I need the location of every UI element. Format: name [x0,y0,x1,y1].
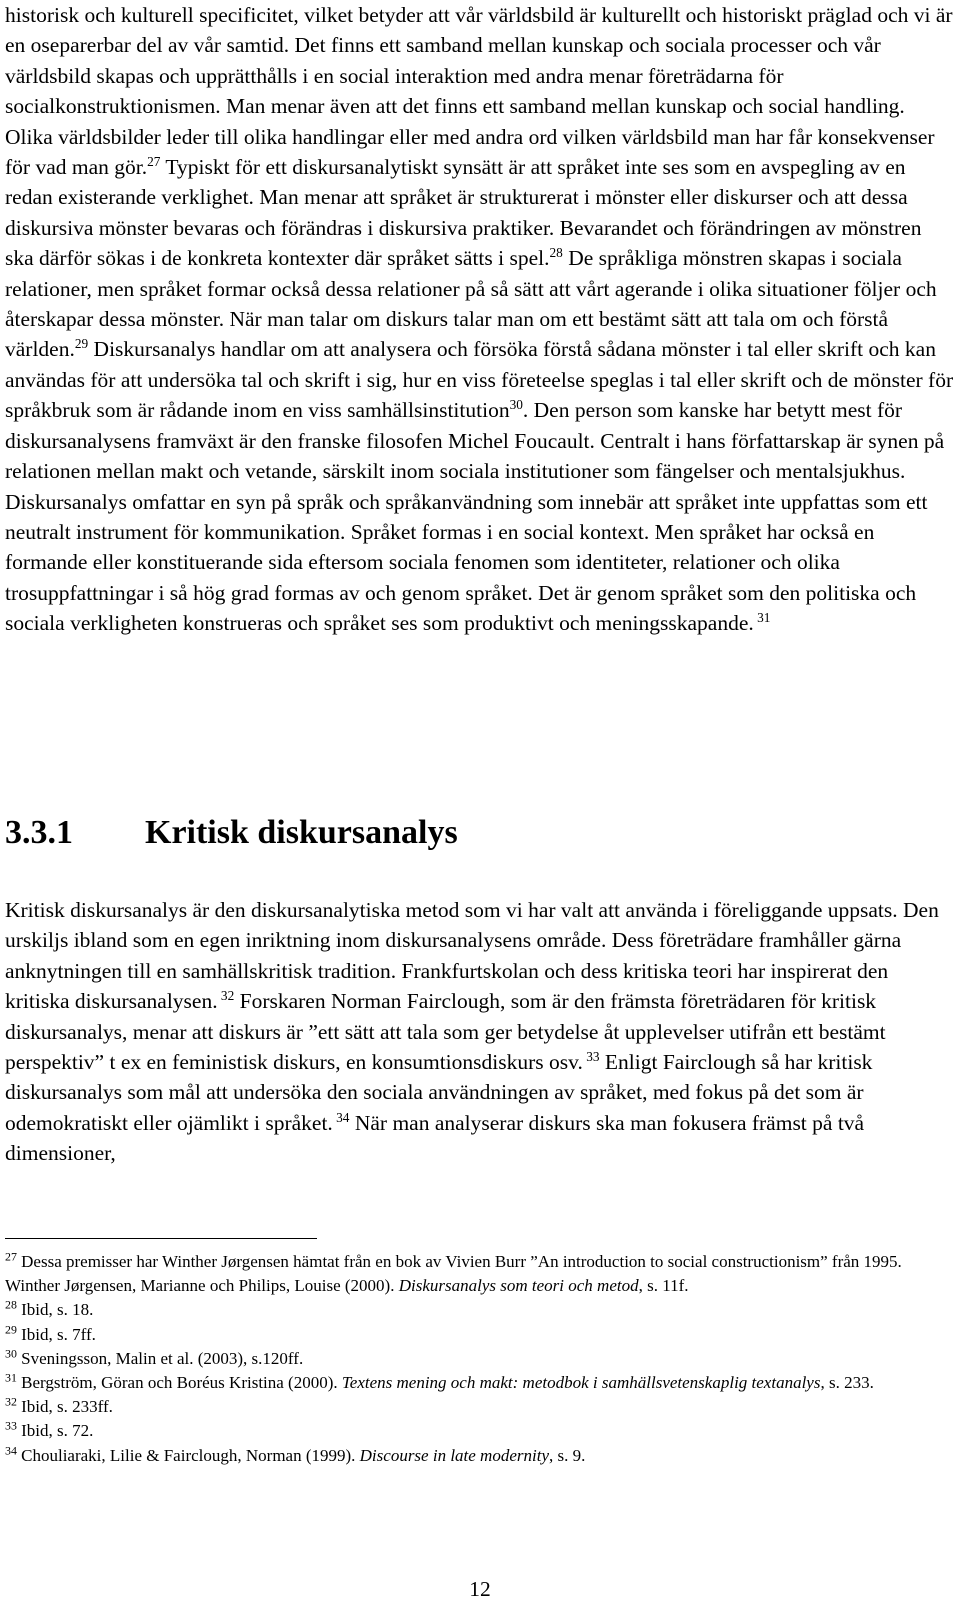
footnote-reference[interactable]: 30 [509,397,523,413]
section-title: Kritisk diskursanalys [145,814,458,851]
footnote-text: , s. 233. [820,1373,874,1393]
footnote-separator [5,1238,317,1239]
footnote-reference[interactable]: 32 [217,988,235,1004]
footnote-reference[interactable]: 31 [753,609,771,625]
footnote-reference[interactable]: 33 [582,1048,600,1064]
section-number: 3.3.1 [5,814,73,851]
footnote-text: , s. 11f. [638,1276,689,1296]
footnote-text: Ibid, s. 18. [16,1300,94,1320]
paragraph-text: Enligt Fairclough så har kritisk diskursanalys som mål att undersöka den sociala användningen av språket, med fokus på det som är odemokratiskt eller ojämlikt i språket. [5,1050,873,1135]
section-heading [5,811,458,855]
footnote-number: 33 [5,1418,17,1433]
paragraph-text: När man analyserar diskurs ska man fokusera främst på två dimensioner, [5,1110,865,1166]
footnote-number: 34 [5,1442,17,1457]
footnotes-section [5,1250,955,1468]
footnote-number: 27 [5,1249,17,1264]
footnote-text: Chouliaraki, Lilie & Fairclough, Norman (1999). [16,1445,360,1465]
footnote [5,1371,955,1395]
footnote [5,1323,955,1347]
footnote-text: , s. 9. [549,1445,586,1465]
footnote [5,1298,955,1322]
body-paragraph [5,895,955,1169]
footnote-reference[interactable]: 29 [74,336,89,352]
footnote-reference[interactable]: 28 [549,245,563,261]
footnote-text: Bergström, Göran och Boréus Kristina (2000). [16,1373,342,1393]
footnote [5,1250,955,1298]
footnote-number: 30 [5,1346,17,1361]
footnote-number: 31 [5,1370,17,1385]
paragraph-text: . Den person som kanske har betytt mest för diskursanalysens framväxt är den franske filosofen Michel Foucault. Centralt i hans författarskap är synen på relationen mellan makt och vetande, särskilt inom sociala institutioner som fängelser och mentalsjukhus. Diskursanalys omfattar en syn på språk och språkanvändning som innebär att språket inte uppfattas som ett neutralt instrument för kommunikation. Språket formas i en social kontext. Men språket har också en formande eller konstituerande sida eftersom sociala fenomen som identiteter, relationer och olika trosuppfattningar i så hög grad formas av och genom språket. Det är genom språket som den politiska och sociala verkligheten konstrueras och språket ses som produktivt och meningsskapande. [5,398,945,636]
footnote-title: Textens mening och makt: metodbok i samhällsvetenskaplig textanalys [341,1373,821,1393]
footnote-reference[interactable]: 27 [147,153,161,169]
footnote-number: 28 [5,1297,17,1312]
footnote-title: Discourse in late modernity [359,1445,549,1465]
paragraph-text: historisk och kulturell specificitet, vilket betyder att vår världsbild är kulturellt och historiskt präglad och vi är en oseparerbar del av vår samtid. Det finns ett samband mellan kunskap och sociala processer och vår världsbild skapas och upprätthålls i en social interaktion med andra menar företrädarna för socialkonstruktionismen. Man menar även att det finns ett samband mellan kunskap och social handling. Olika världsbilder leder till olika handlingar eller med andra ord vilken världsbild man har får konsekvenser för vad man gör. [5,3,953,180]
paragraph-text: Forskaren Norman Fairclough, som är den främsta företrädaren för kritisk diskursanalys, menar att diskurs är ”ett sätt att tala som ger betydelse åt upplevelser utifrån ett bestämt perspektiv” t ex en feministisk diskurs, en konsumtionsdiskurs osv. [5,989,886,1075]
page-number: 12 [469,1577,491,1601]
footnote-text: Ibid, s. 233ff. [16,1397,113,1417]
footnote [5,1395,955,1419]
footnote-title: Diskursanalys som teori och metod [398,1276,639,1296]
footnote [5,1419,955,1443]
footnote-number: 29 [5,1321,17,1336]
footnote-text: Sveningsson, Malin et al. (2003), s.120ff. [16,1348,304,1368]
paragraph-text: De språkliga mönstren skapas i sociala relationer, men språket formar också dessa relationer på så sätt att vårt agerande i olika situationer följer och återskapar dessa mönster. När man talar om diskurs talar man om ett bestämt sätt att tala om och förstå världen. [5,246,937,362]
footnote [5,1444,955,1468]
paragraph-text: Diskursanalys handlar om att analysera och försöka förstå sådana mönster i tal eller skrift och kan användas för att undersöka tal och skrift i sig, hur en viss företeelse speglas i tal eller skrift och de mönster för språkbruk som är rådande inom en viss samhällsinstitution [5,337,954,423]
paragraph-text: Kritisk diskursanalys är den diskursanalytiska metod som vi har valt att använda i föreliggande uppsats. Den urskiljs ibland som en egen inriktning inom diskursanalysens område. Dess företrädare framhåller gärna anknytningen till en samhällskritisk tradition. Frankfurtskolan och dess kritiska teori har inspirerat den kritiska diskursanalysen. [5,898,939,1014]
footnote-reference[interactable]: 34 [332,1109,350,1125]
footnote-text: Dessa premisser har Winther Jørgensen hämtat från en bok av Vivien Burr ”An introduction to social constructionism” från 1995. Winther Jørgensen, Marianne och Philips, Louise (2000). [5,1252,902,1296]
footnote [5,1347,955,1371]
body-paragraph [5,0,955,639]
paragraph-text: Typiskt för ett diskursanalytiskt synsätt är att språket inte ses som en avspegling av en redan existerande verklighet. Man menar att språket är strukturerat i mönster eller diskurser och att dessa diskursiva mönster bevaras och förändras i diskursiva praktiker. Bevarandet och förändringen av mönstren ska därför sökas i de konkreta kontexter där språket sätts i spel. [5,155,922,271]
footnote-text: Ibid, s. 72. [16,1421,94,1441]
footnote-number: 32 [5,1394,17,1409]
footnote-text: Ibid, s. 7ff. [16,1324,96,1344]
